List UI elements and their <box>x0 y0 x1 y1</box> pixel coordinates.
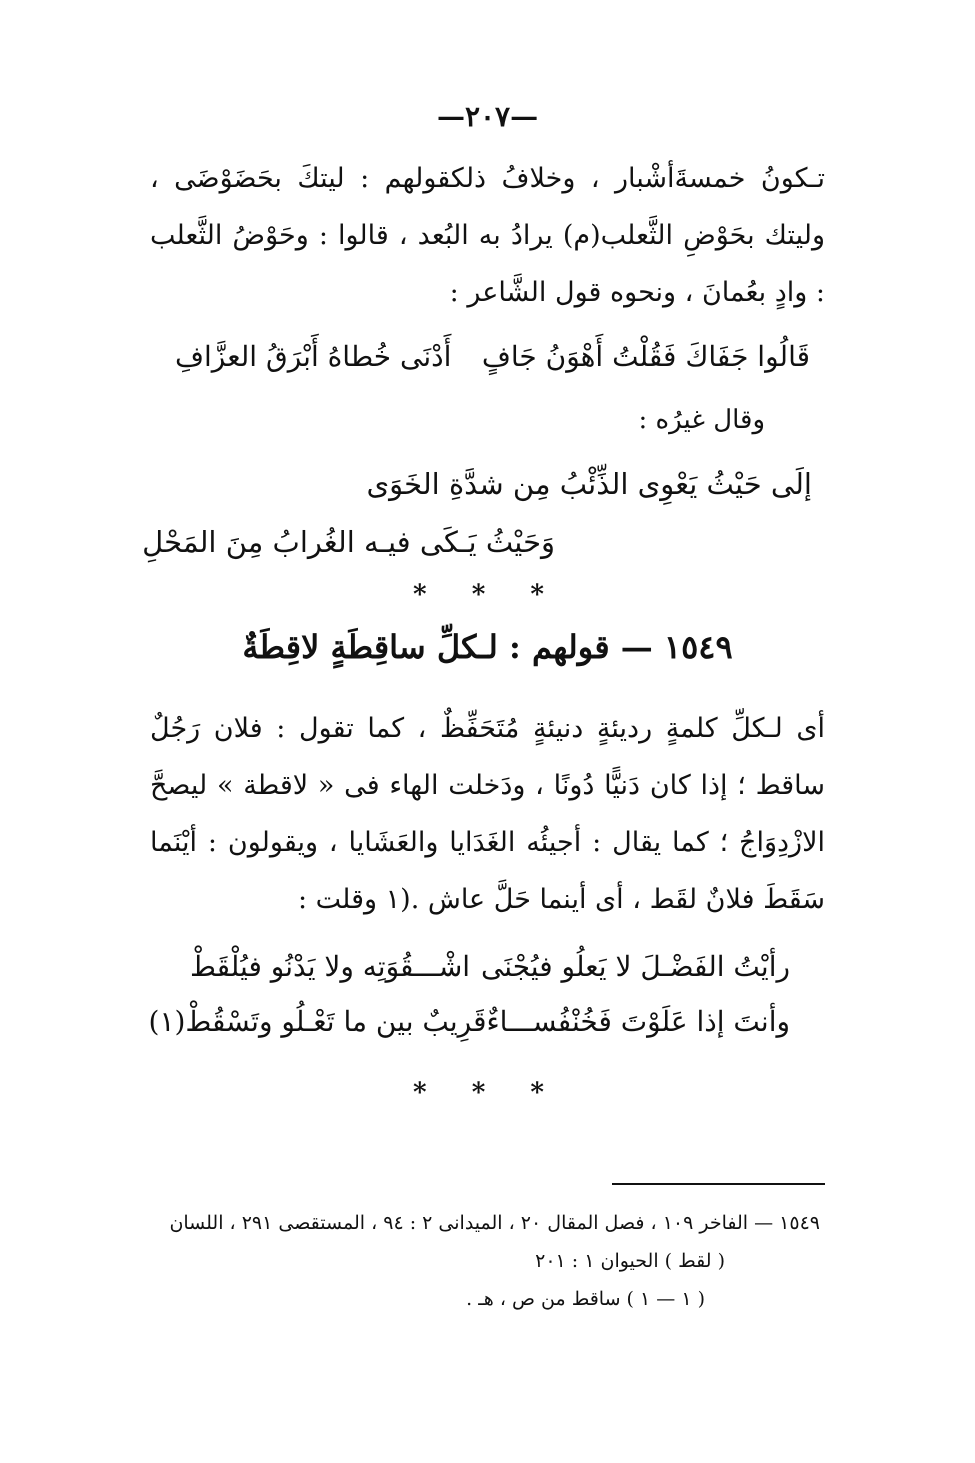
verse-1-second-hemistich: أَدْنَى خُطاهُ أَبْرَقُ العزَّافِ <box>175 340 452 373</box>
verse-3-row-1-second: اشْـــقُوَتِه ولا يَدْنُو فيُلْقَطْ <box>190 950 471 983</box>
other-said-label: وقال غيرُه : <box>638 405 765 435</box>
verse-3-row-2-first: وأنتَ إذا عَلَوْتَ فَخُنْفُســـاءٌ <box>486 1005 790 1038</box>
verse-1-first-hemistich: قَالُوا جَفَاكَ فَقُلْتُ أَهْوَنُ جَافٍ <box>481 340 810 373</box>
intro-paragraph: تـكونُ خمسةَأشْبار ، وخلافُ ذلكقولهم : ليتكَ بحَضَوْضَى ، وليتك بحَوْضِ الثَّعلب(م) يرادُ به البُعد ، قالوا : وحَوْضُ الثَّعلب : وادٍ بعُمانَ ، ونحوه قول الشَّاعر : <box>150 163 825 308</box>
footnote-line-2: ( لقط ) الحيوان ١ : ٢٠١ <box>535 1250 725 1272</box>
section-separator: * * * <box>413 580 562 610</box>
page-number: —٢٠٧— <box>436 100 539 133</box>
footnote-divider <box>612 1183 825 1185</box>
verse-3-row-1-first: رأيْتُ الفَضْـلَ لا يَعلُو فيُجْنَى <box>480 950 790 983</box>
section-heading: ١٥٤٩ — قولهم : لـكلِّ ساقِطَةٍ لاقِطَةٌ <box>242 628 733 666</box>
verse-3-row-2-second: قَرِيبٌ بين ما تَعْـلُو وتَسْقُطْ(١) <box>148 1005 487 1038</box>
verse-3-row-2 <box>148 1005 790 1038</box>
verse-2-line-2: وَحَيْثُ يَـكَى فيـه الغُرابُ مِنَ المَحْلِ <box>142 525 555 559</box>
body-paragraph: أى لـكلِّ كلمةٍ رديئةٍ دنيئةٍ مُتَحَفِّظٌ ، كما تقول : فلان رَجُلٌ ساقط ؛ إذا كان دَنيًّا دُونًا ، ودَخلت الهاء فى « لاقطة » ليصحَّ الازْدِوَاجُ ؛ كما يقال : أجيئُه الغَدَايا والعَشَايا ، ويقولون : أيْنَما سَقَطَ فلانٌ لقَط ، أى أينما حَلَّ عاش .(١ وقلت : <box>150 713 825 915</box>
verse-2-line-1: إلَى حَيْثُ يَعْوِى الذِّئْبُ مِن شدَّةِ الخَوَى <box>366 467 812 501</box>
end-separator: * * * <box>413 1078 562 1108</box>
footnote-line-1: ١٥٤٩ — الفاخر ١٠٩ ، فصل المقال ٢٠ ، الميدانى ٢ : ٩٤ ، المستقصى ٢٩١ ، اللسان <box>169 1212 820 1234</box>
verse-3-row-1 <box>190 950 790 983</box>
footnote-line-3: ( ١ — ١ ) ساقط من ص ، هـ . <box>466 1288 705 1310</box>
verse-1 <box>175 340 810 373</box>
